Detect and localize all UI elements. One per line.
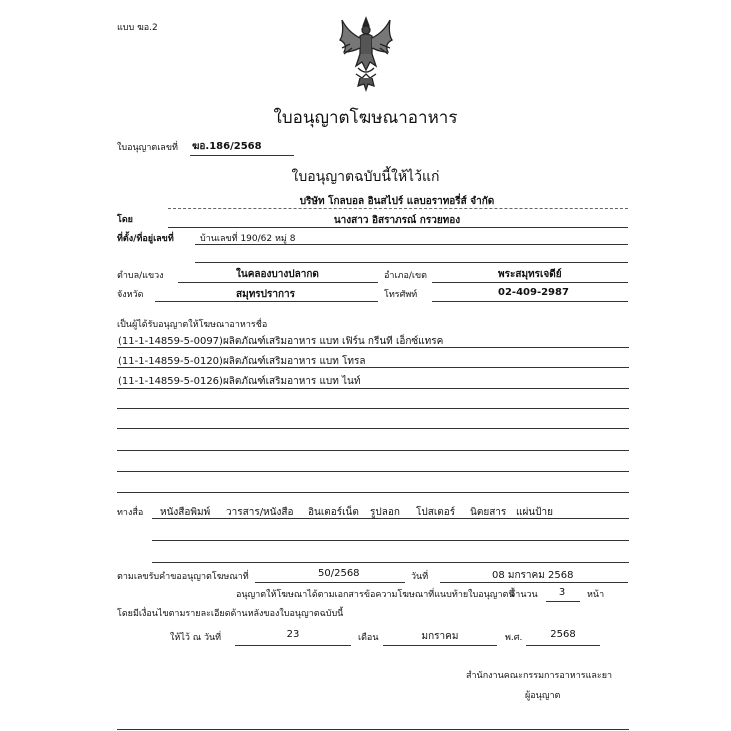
media-label: ทางสื่อ (117, 508, 144, 518)
count-label: จำนวน (510, 590, 538, 600)
docs-text: อนุญาตให้โฆษณาได้ตามเอกสารข้อความโฆษณาที่แนบท้ายใบอนุญาตนี้ (236, 590, 515, 600)
by-label: โดย (117, 215, 133, 225)
media-item: รูปลอก (370, 507, 400, 518)
phone-value: 02-409-2987 (498, 287, 569, 298)
conditions-text: โดยมีเงื่อนไขตามรายละเอียดด้านหลังของใบอนุญาตฉบับนี้ (117, 609, 344, 619)
issued-month-value: มกราคม (421, 631, 459, 642)
media-item: หนังสือพิมพ์ (160, 507, 211, 518)
license-no-value: ฆอ.186/2568 (192, 141, 262, 152)
issued-day-value: 23 (286, 629, 300, 640)
province-label: จังหวัด (117, 290, 144, 300)
count-value: 3 (558, 587, 566, 598)
garuda-emblem-icon (336, 14, 396, 92)
product-item: (11-1-14859-5-0120)ผลิตภัณฑ์เสริมอาหาร แบท โทรล (118, 356, 366, 367)
form-code: แบบ ฆอ.2 (117, 23, 158, 33)
page-unit: หน้า (587, 590, 605, 600)
authority-label: ผู้อนุญาต (525, 691, 561, 701)
license-no-label: ใบอนุญาตเลขที่ (117, 143, 178, 153)
product-item: (11-1-14859-5-0097)ผลิตภัณฑ์เสริมอาหาร แบท เฟิร์น กรีนที เอ็กซ์แทรค (118, 336, 444, 347)
province-value: สมุทรปราการ (236, 289, 296, 300)
district-label: อำเภอ/เขต (384, 271, 427, 281)
month-label: เดือน (358, 633, 379, 643)
products-intro: เป็นผู้ได้รับอนุญาตให้โฆษณาอาหารชื่อ (117, 320, 268, 330)
issued-year-value: 2568 (550, 629, 576, 640)
media-item: วารสาร/หนังสือ (226, 507, 294, 518)
request-date-value: 08 มกราคม 2568 (492, 570, 574, 581)
district-value: พระสมุทรเจดีย์ (498, 269, 562, 280)
media-item: นิตยสาร (470, 507, 507, 518)
media-item: โปสเตอร์ (416, 507, 456, 518)
address-label: ที่ตั้ง/ที่อยู่เลขที่ (117, 234, 174, 244)
request-no-value: 50/2568 (318, 568, 360, 579)
phone-label: โทรศัพท์ (384, 290, 418, 300)
representative-name: นางสาว อิสราภรณ์ กรวยทอง (333, 215, 461, 226)
year-label: พ.ศ. (505, 633, 523, 643)
address-value: บ้านเลขที่ 190/62 หมู่ 8 (200, 234, 296, 244)
subdistrict-label: ตำบล/แขวง (117, 271, 164, 281)
subtitle: ใบอนุญาตฉบับนี้ให้ไว้แก่ (291, 169, 440, 185)
subdistrict-value: ในคลองบางปลากด (236, 269, 319, 280)
issued-label: ให้ไว้ ณ วันที่ (170, 633, 222, 643)
product-item: (11-1-14859-5-0126)ผลิตภัณฑ์เสริมอาหาร แบท ไนท์ (118, 376, 361, 387)
company-name: บริษัท โกลบอล อินสไปร์ แลบอราทอรี่ส์ จำกัด (299, 196, 495, 207)
media-item: อินเตอร์เน็ต (308, 507, 359, 518)
date-label: วันที่ (411, 572, 429, 582)
page-title: ใบอนุญาตโฆษณาอาหาร (273, 108, 458, 128)
office-name: สำนักงานคณะกรรมการอาหารและยา (466, 671, 613, 681)
request-label: ตามเลขรับคำขออนุญาตโฆษณาที่ (117, 572, 249, 582)
media-item: แผ่นป้าย (516, 507, 553, 518)
